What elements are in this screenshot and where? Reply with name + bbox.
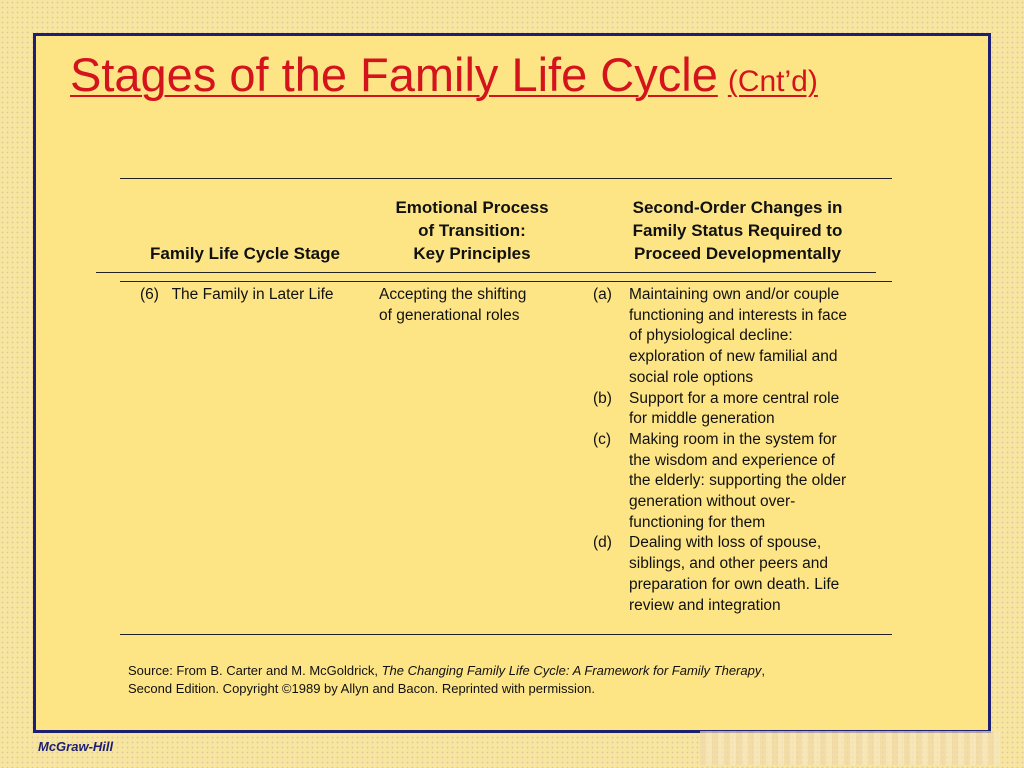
header-changes-line: Proceed Developmentally (634, 244, 841, 263)
change-label: (d) (593, 534, 612, 552)
footer-decoration (700, 731, 1000, 765)
change-line: Dealing with loss of spouse, (629, 534, 822, 552)
change-line: social role options (629, 368, 754, 386)
change-line: generation without over- (629, 493, 796, 511)
change-line: Making room in the system for (629, 430, 837, 448)
header-emotional-line: of Transition: (418, 221, 526, 240)
emotional-cell (379, 285, 579, 326)
change-line: functioning for them (629, 513, 766, 531)
table-bottom-rule (120, 634, 892, 635)
source-line-2: Second Edition. Copyright ©1989 by Allyn and Bacon. Reprinted with permission. (128, 681, 596, 696)
change-line: the wisdom and experience of (629, 451, 835, 469)
header-changes-line: Family Status Required to (632, 221, 843, 240)
change-text (629, 533, 893, 616)
change-line: of physiological decline: (629, 327, 793, 345)
source-line-1 (128, 662, 908, 680)
source-book-title: The Changing Family Life Cycle: A Framework for Family Therapy (381, 663, 762, 678)
change-line: Support for a more central role (629, 389, 840, 407)
header-emotional-line: Emotional Process (395, 198, 549, 217)
change-label: (c) (593, 430, 612, 448)
header-changes-line: Second-Order Changes in (632, 198, 843, 217)
stage-name: The Family in Later Life (171, 286, 334, 303)
change-line: for middle generation (629, 410, 775, 428)
change-item-b (593, 389, 893, 430)
title-main: Stages of the Family Life Cycle (70, 48, 718, 101)
change-line: preparation for own death. Life (629, 575, 840, 593)
change-line: review and integration (629, 596, 781, 614)
page-title (70, 48, 890, 109)
header-rule-lower (120, 281, 892, 282)
header-emotional (362, 196, 582, 265)
change-label: (a) (593, 286, 612, 303)
header-rule (96, 272, 876, 273)
source-suffix: , (761, 663, 765, 678)
change-text (629, 430, 893, 534)
emotional-line: of generational roles (379, 306, 520, 324)
table-top-rule (120, 178, 892, 179)
change-label: (b) (593, 389, 612, 407)
source-prefix: Source: From B. Carter and M. McGoldrick, (128, 663, 378, 678)
change-item-d (593, 533, 893, 616)
changes-cell (593, 285, 893, 616)
brand-logo: McGraw-Hill (38, 739, 114, 754)
source-citation (128, 662, 908, 698)
change-text (629, 285, 893, 389)
change-line: siblings, and other peers and (629, 555, 829, 573)
emotional-line: Accepting the shifting (379, 286, 527, 303)
change-item-a (593, 285, 893, 389)
stage-number: (6) (140, 286, 159, 303)
change-item-c (593, 430, 893, 534)
change-text (629, 389, 893, 430)
stage-cell (140, 285, 370, 306)
change-line: functioning and interests in face (629, 306, 847, 324)
header-changes (595, 196, 880, 265)
change-line: exploration of new familial and (629, 348, 838, 366)
header-stage: Family Life Cycle Stage (150, 244, 340, 263)
title-subtitle: (Cnt’d) (727, 65, 818, 98)
header-emotional-line: Key Principles (413, 244, 531, 263)
change-line: the elderly: supporting the older (629, 472, 847, 490)
change-line: Maintaining own and/or couple (629, 286, 840, 303)
